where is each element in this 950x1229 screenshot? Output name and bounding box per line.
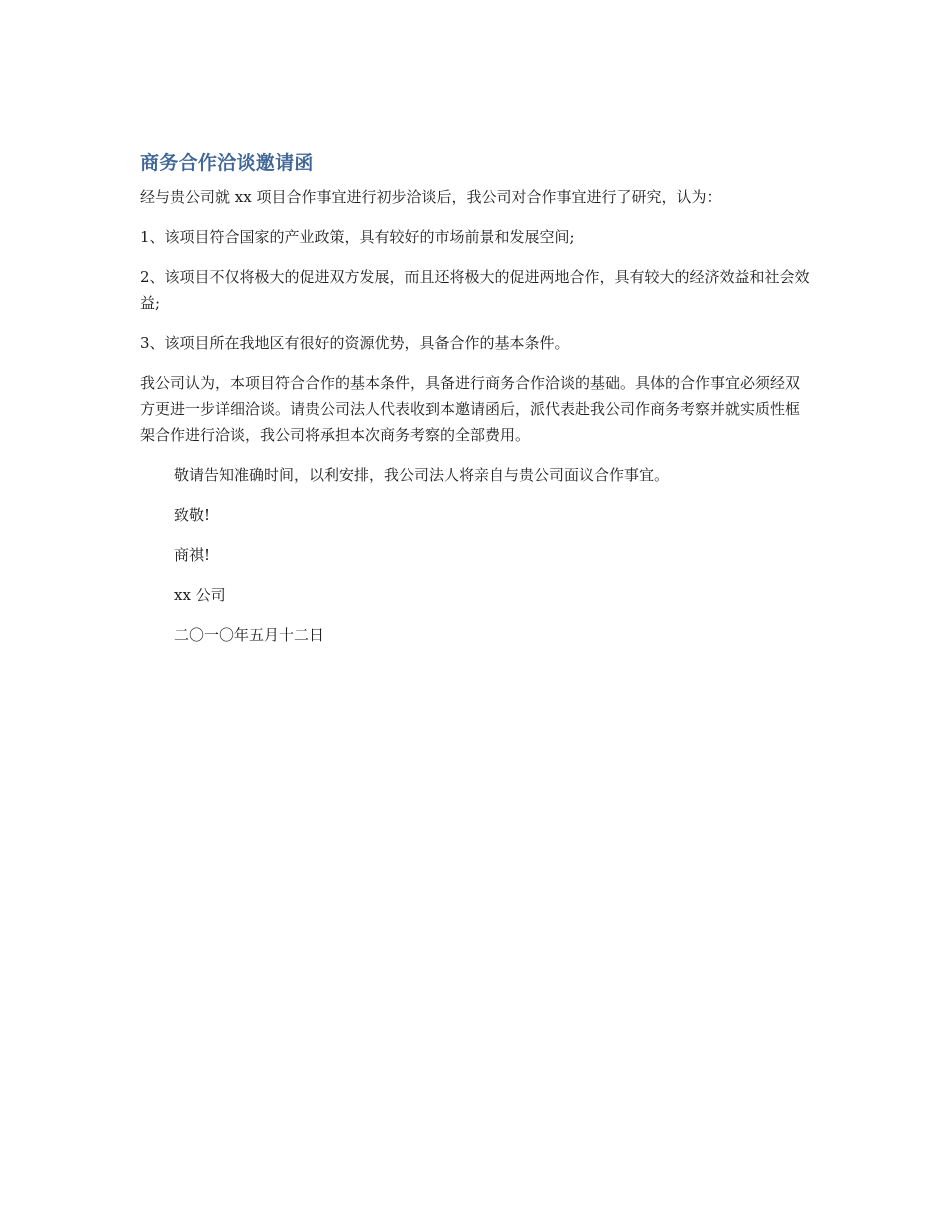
- document-title: 商务合作洽谈邀请函: [140, 152, 314, 174]
- request-paragraph: 敬请告知准确时间，以利安排，我公司法人将亲自与贵公司面议合作事宜。: [174, 466, 670, 484]
- body-paragraph: 我公司认为，本项目符合合作的基本条件，具备进行商务合作洽谈的基础。具体的合作事宜必须经双方更进一步详细洽谈。请贵公司法人代表收到本邀请函后，派代表赴我公司作商务考察并就实质性框架合作进行洽谈，我公司将承担本次商务考察的全部费用。: [140, 374, 801, 444]
- closing-salutation: 致敬!: [174, 506, 211, 524]
- intro-paragraph: 经与贵公司就 xx 项目合作事宜进行初步洽谈后，我公司对合作事宜进行了研究，认为：: [140, 188, 722, 206]
- company-signature: xx 公司: [174, 586, 226, 604]
- document-content: [140, 148, 812, 662]
- letter-date: 二〇一〇年五月十二日: [174, 626, 325, 644]
- point-item-3: 3、该项目所在我地区有很好的资源优势，具备合作的基本条件。: [140, 334, 570, 352]
- point-item-1: 1、该项目符合国家的产业政策，具有较好的市场前景和发展空间;: [140, 228, 575, 246]
- closing-wishes: 商祺!: [174, 546, 211, 564]
- point-item-2: 2、该项目不仅将极大的促进双方发展，而且还将极大的促进两地合作，具有较大的经济效益和社会效益;: [140, 268, 810, 312]
